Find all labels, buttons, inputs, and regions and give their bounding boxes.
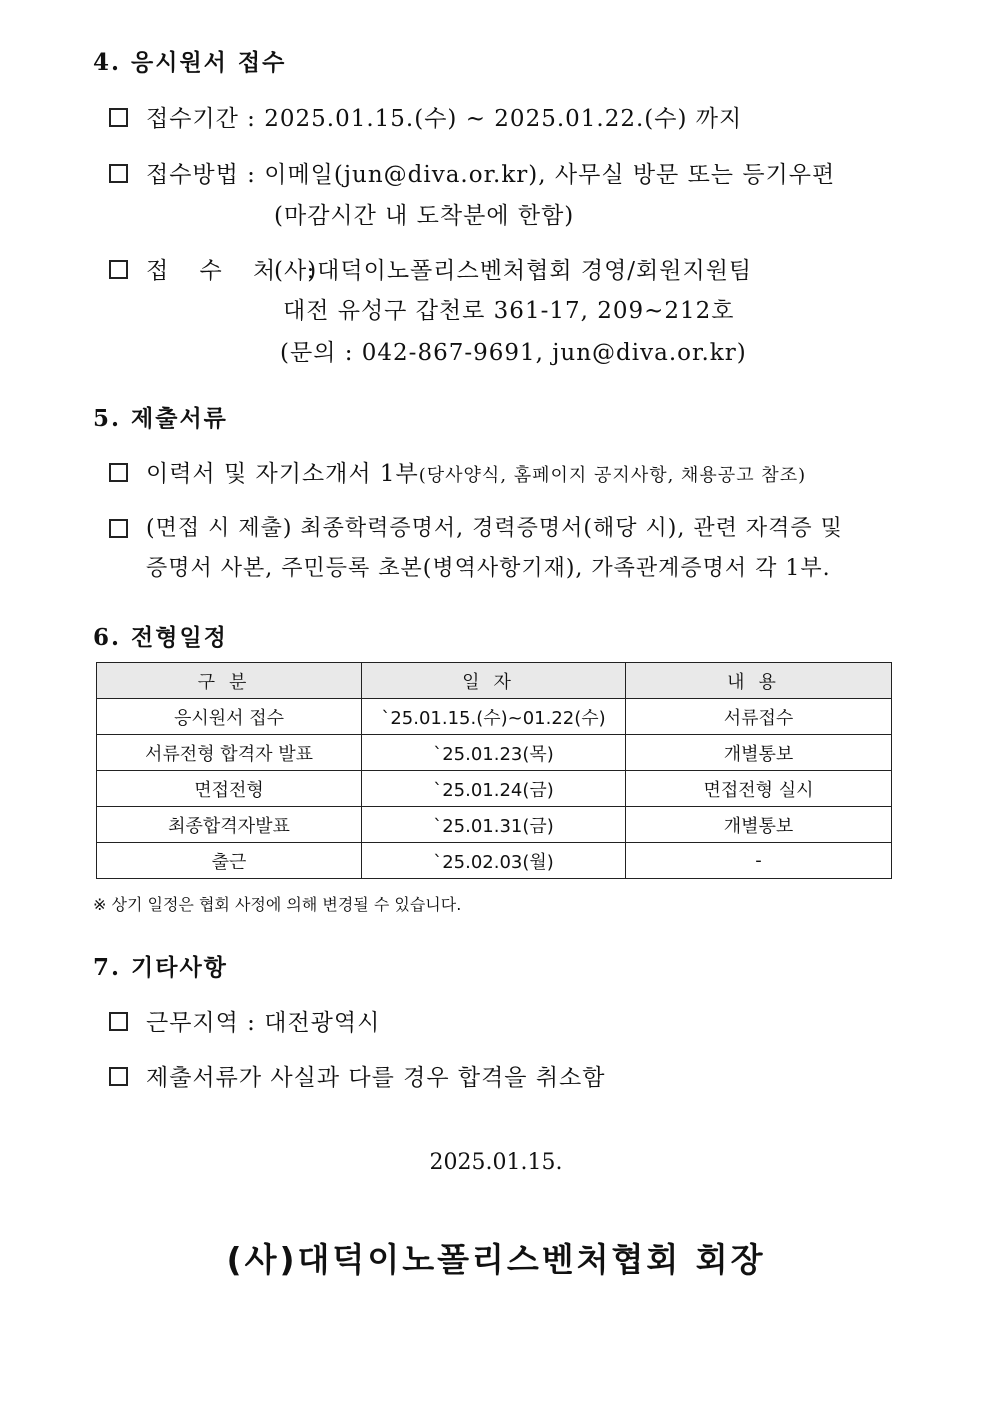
document-item-interview-line2: 증명서 사본, 주민등록 초본(병역사항기재), 가족관계증명서 각 1부. <box>146 556 831 581</box>
cell-date: `25.01.31(금) <box>362 807 626 843</box>
cell-category: 서류전형 합격자 발표 <box>97 735 362 771</box>
cell-content: 서류접수 <box>626 699 892 735</box>
section-4-heading: 4. 응시원서 접수 <box>93 49 287 76</box>
section-6-heading: 6. 전형일정 <box>93 624 228 651</box>
application-period: 접수기간 : 2025.01.15.(수) ~ 2025.01.22.(수) 까지 <box>146 106 743 132</box>
cell-date: `25.01.23(목) <box>362 735 626 771</box>
table-row <box>97 771 892 807</box>
cell-content: 개별통보 <box>626 735 892 771</box>
cell-date: `25.01.24(금) <box>362 771 626 807</box>
cell-content: - <box>626 843 892 879</box>
table-header-row <box>97 663 892 699</box>
schedule-note: ※ 상기 일정은 협회 사정에 의해 변경될 수 있습니다. <box>93 895 462 914</box>
column-header-category: 구분 <box>97 663 362 699</box>
document-item-interview-line1: (면접 시 제출) 최종학력증명서, 경력증명서(해당 시), 관련 자격증 및 <box>146 516 843 541</box>
cell-content: 개별통보 <box>626 807 892 843</box>
section-7-heading: 7. 기타사항 <box>93 954 228 981</box>
checkbox-icon <box>109 519 128 538</box>
signature: (사)대덕이노폴리스벤처협회 회장 <box>226 1240 766 1279</box>
cell-category: 최종합격자발표 <box>97 807 362 843</box>
application-place-org: (사)대덕이노폴리스벤처협회 경영/회원지원팀 <box>274 258 753 284</box>
checkbox-icon <box>109 1067 128 1086</box>
column-header-date: 일자 <box>362 663 626 699</box>
application-contact: (문의 : 042-867-9691, jun@diva.or.kr) <box>280 340 747 366</box>
table-row <box>97 807 892 843</box>
column-header-content: 내용 <box>626 663 892 699</box>
checkbox-icon <box>109 164 128 183</box>
application-method-note: (마감시간 내 도착분에 한함) <box>274 203 575 229</box>
cancellation-notice: 제출서류가 사실과 다를 경우 합격을 취소함 <box>146 1065 606 1091</box>
application-place-label: 접 수 처 : <box>146 258 327 284</box>
document-item-resume-note: (당사양식, 홈페이지 공지사항, 채용공고 참조) <box>418 465 807 486</box>
application-method: 접수방법 : 이메일(jun@diva.or.kr), 사무실 방문 또는 등기우편 <box>146 162 836 188</box>
table-row <box>97 735 892 771</box>
checkbox-icon <box>109 260 128 279</box>
application-place-address: 대전 유성구 갑천로 361-17, 209~212호 <box>283 298 735 324</box>
schedule-table <box>96 662 892 879</box>
work-location: 근무지역 : 대전광역시 <box>146 1010 381 1036</box>
document-item-resume-main: 이력서 및 자기소개서 1부 <box>146 461 419 487</box>
section-5-heading: 5. 제출서류 <box>93 405 228 432</box>
table-row <box>97 843 892 879</box>
table-row <box>97 699 892 735</box>
cell-category: 응시원서 접수 <box>97 699 362 735</box>
issue-date: 2025.01.15. <box>429 1150 563 1175</box>
checkbox-icon <box>109 1012 128 1031</box>
checkbox-icon <box>109 463 128 482</box>
cell-category: 출근 <box>97 843 362 879</box>
cell-date: `25.01.15.(수)~01.22(수) <box>362 699 626 735</box>
cell-category: 면접전형 <box>97 771 362 807</box>
document-item-resume <box>146 455 806 488</box>
cell-content: 면접전형 실시 <box>626 771 892 807</box>
checkbox-icon <box>109 108 128 127</box>
cell-date: `25.02.03(월) <box>362 843 626 879</box>
